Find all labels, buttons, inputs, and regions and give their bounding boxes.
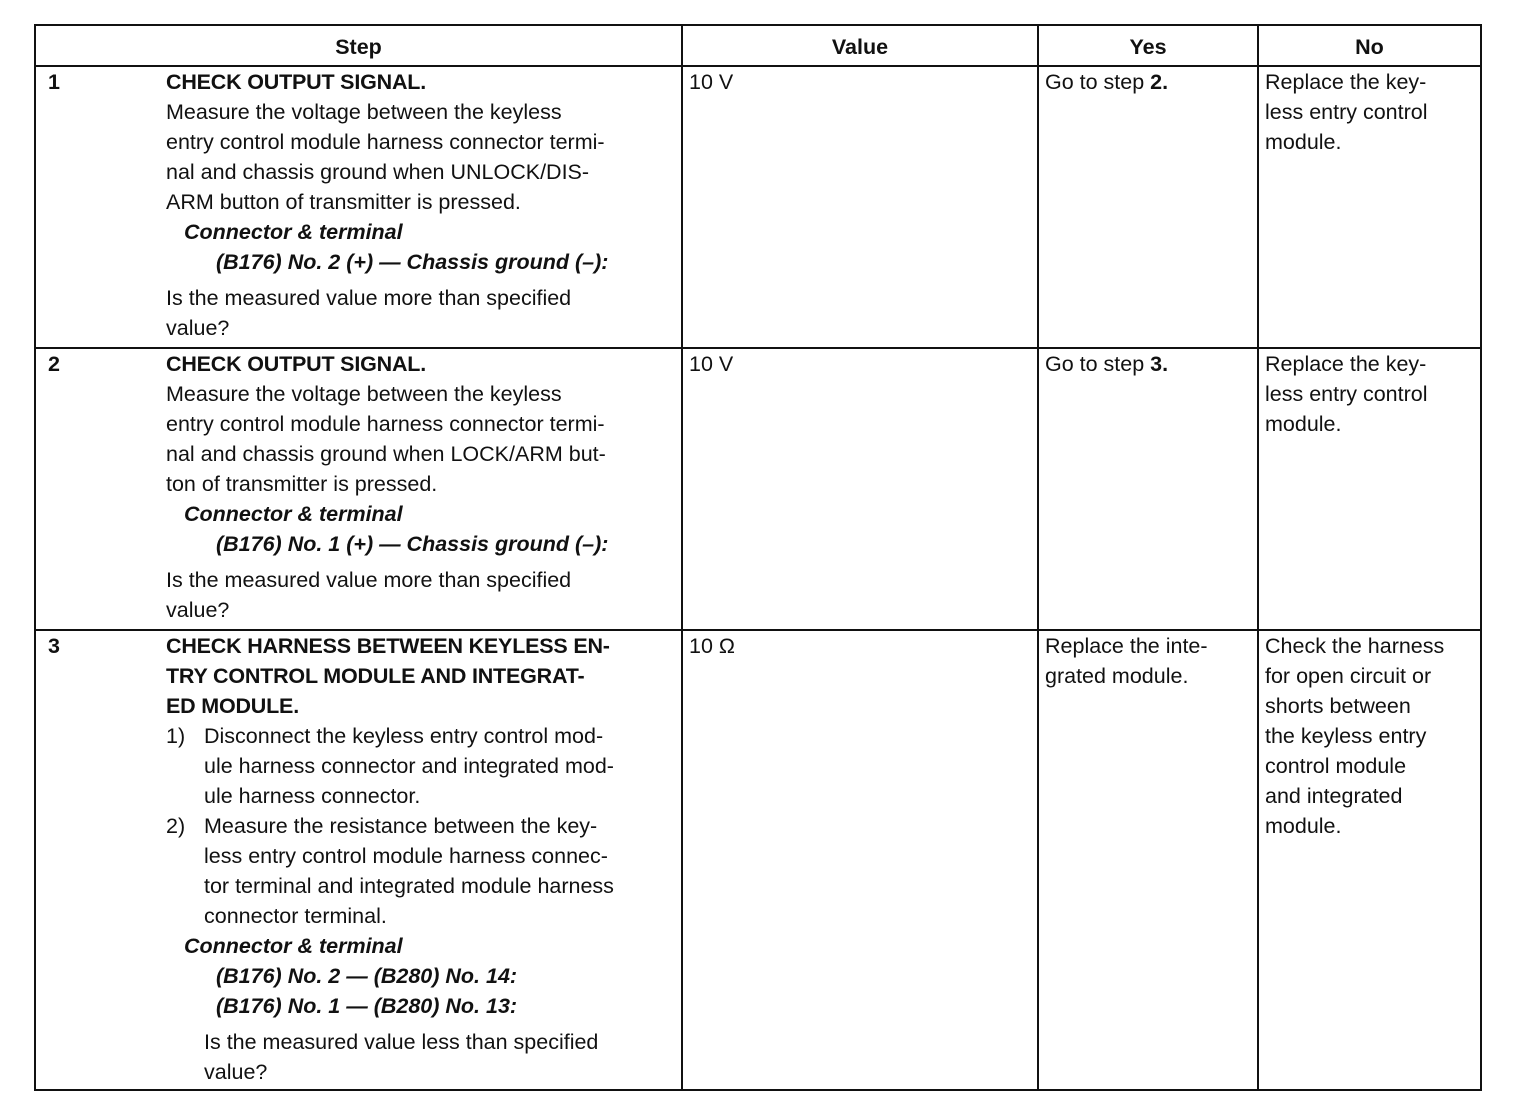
no-line: module. (1265, 814, 1342, 838)
step-title: CHECK OUTPUT SIGNAL. (166, 70, 426, 94)
no-line: for open circuit or (1265, 664, 1432, 688)
no-line: less entry control (1265, 382, 1428, 406)
description-line: Measure the voltage between the keyless (166, 100, 562, 124)
description-line: nal and chassis ground when UNLOCK/DIS- (166, 160, 590, 184)
procedure-line: less entry control module harness connec- (204, 844, 608, 868)
step-cell (35, 630, 682, 1090)
step-cell (35, 348, 682, 630)
no-line: module. (1265, 130, 1342, 154)
procedure-step (166, 721, 669, 811)
step-title: CHECK HARNESS BETWEEN KEYLESS EN- (166, 634, 610, 658)
step-number: 1 (48, 70, 60, 94)
header-no: No (1258, 25, 1481, 66)
header-value: Value (682, 25, 1038, 66)
yes-prefix: Go to step (1045, 352, 1151, 376)
description-line: nal and chassis ground when LOCK/ARM but- (166, 442, 606, 466)
procedure-number: 1) (166, 724, 186, 748)
step-title: ED MODULE. (166, 694, 299, 718)
no-cell (1258, 66, 1481, 348)
table-row (35, 348, 1481, 630)
yes-step-link: 3. (1150, 352, 1169, 376)
connector-line: (B176) No. 1 (+) — Chassis ground (–): (216, 532, 609, 556)
header-yes: Yes (1038, 25, 1258, 66)
no-line: less entry control (1265, 100, 1428, 124)
no-line: Replace the key- (1265, 352, 1427, 376)
procedure-line: ule harness connector and integrated mod- (204, 754, 614, 778)
question-line: Is the measured value more than specified (166, 286, 572, 310)
step-cell (35, 66, 682, 348)
connector-line: (B176) No. 2 (+) — Chassis ground (–): (216, 250, 609, 274)
description-line: ARM button of transmitter is pressed. (166, 190, 521, 214)
description-line: Measure the voltage between the keyless (166, 382, 562, 406)
diagnostic-table (34, 24, 1482, 1091)
question-line: Is the measured value more than specified (166, 568, 572, 592)
no-line: the keyless entry (1265, 724, 1427, 748)
no-line: Check the harness (1265, 634, 1445, 658)
table-row (35, 630, 1481, 1090)
procedure-step (166, 811, 669, 931)
connector-line: (B176) No. 2 — (B280) No. 14: (216, 964, 518, 988)
yes-cell (1038, 630, 1258, 1090)
no-line: shorts between (1265, 694, 1411, 718)
procedure-line: Measure the resistance between the key- (204, 814, 598, 838)
question-line: value? (166, 316, 230, 340)
value-cell: 10 Ω (682, 630, 1038, 1090)
header-step: Step (35, 25, 682, 66)
yes-line: grated module. (1045, 664, 1189, 688)
yes-cell (1038, 66, 1258, 348)
procedure-line: tor terminal and integrated module harness (204, 874, 614, 898)
yes-prefix: Go to step (1045, 70, 1151, 94)
connector-label: Connector & terminal (184, 502, 403, 526)
description-line: entry control module harness connector termi- (166, 412, 605, 436)
no-cell (1258, 348, 1481, 630)
table-row (35, 66, 1481, 348)
no-line: and integrated (1265, 784, 1403, 808)
no-cell (1258, 630, 1481, 1090)
description-line: ton of transmitter is pressed. (166, 472, 438, 496)
value-cell: 10 V (682, 348, 1038, 630)
connector-label: Connector & terminal (184, 220, 403, 244)
question-line: value? (204, 1060, 268, 1084)
step-number: 3 (48, 634, 60, 658)
question-line: value? (166, 598, 230, 622)
no-line: Replace the key- (1265, 70, 1427, 94)
yes-cell (1038, 348, 1258, 630)
description-line: entry control module harness connector termi- (166, 130, 605, 154)
no-line: control module (1265, 754, 1407, 778)
yes-line: Replace the inte- (1045, 634, 1208, 658)
connector-label: Connector & terminal (184, 934, 403, 958)
procedure-line: connector terminal. (204, 904, 387, 928)
step-title: CHECK OUTPUT SIGNAL. (166, 352, 426, 376)
step-title: TRY CONTROL MODULE AND INTEGRAT- (166, 664, 585, 688)
procedure-line: Disconnect the keyless entry control mod- (204, 724, 604, 748)
step-number: 2 (48, 352, 60, 376)
procedure-number: 2) (166, 814, 186, 838)
header-row (35, 25, 1481, 66)
value-cell: 10 V (682, 66, 1038, 348)
no-line: module. (1265, 412, 1342, 436)
yes-step-link: 2. (1150, 70, 1169, 94)
connector-line: (B176) No. 1 — (B280) No. 13: (216, 994, 518, 1018)
procedure-line: ule harness connector. (204, 784, 421, 808)
question-line: Is the measured value less than specified (204, 1030, 599, 1054)
